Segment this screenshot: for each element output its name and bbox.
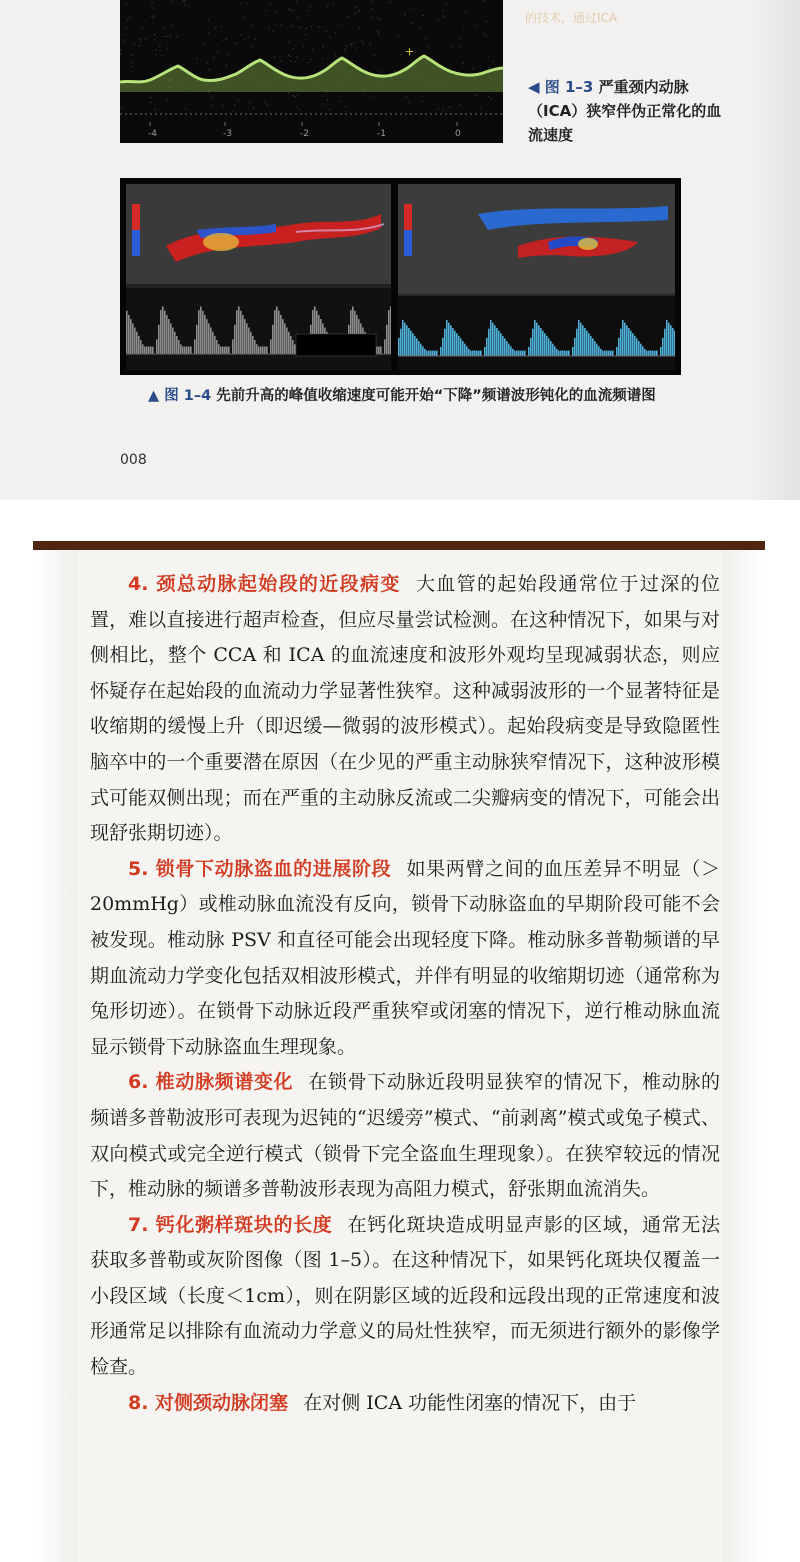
page-number: 008	[120, 452, 147, 468]
svg-text:+: +	[405, 45, 415, 58]
figure-1-4-color-doppler	[120, 178, 681, 375]
section-body: 在钙化斑块造成明显声影的区域，通常无法获取多普勒或灰阶图像（图 1–5）。在这种情况下，如果钙化斑块仅覆盖一小段区域（长度＜1cm），则在阴影区域的近段和远段出现的正常速度和波形通常足以排除有血流动力学意义的局灶性狭窄，而无须进行额外的影像学检查。	[90, 1213, 720, 1379]
figure-1-3-caption	[528, 75, 728, 147]
section-heading: 4. 颈总动脉起始段的近段病变	[128, 573, 401, 595]
section-heading: 7. 钙化粥样斑块的长度	[128, 1213, 333, 1236]
axis-tick: -2	[300, 129, 309, 139]
section-paragraph	[90, 1065, 720, 1207]
caption-text: 先前升高的峰值收缩速度可能开始“下降”频谱波形钝化的血流频谱图	[216, 388, 656, 404]
axis-tick: -1	[377, 129, 386, 139]
caption-label: ▲ 图 1–4	[148, 388, 212, 404]
previous-page	[0, 0, 800, 500]
caption-label: ◀ 图 1–3	[528, 78, 594, 96]
body-text	[90, 567, 720, 1421]
caption-text: 严重颈内动脉（ICA）狭窄伴伪正常化的血流速度	[528, 78, 722, 144]
figure-1-3-spectral-doppler	[120, 0, 503, 143]
section-body: 在对侧 ICA 功能性闭塞的情况下，由于	[303, 1391, 637, 1414]
figure-1-4-caption	[148, 384, 688, 408]
section-paragraph	[90, 1208, 720, 1386]
section-heading: 5. 锁骨下动脉盗血的进展阶段	[128, 857, 392, 880]
page-margin-left	[33, 550, 77, 1562]
axis-tick: -3	[223, 129, 232, 139]
page-margin-right	[723, 550, 764, 1562]
current-page	[77, 550, 723, 1562]
bleed-through-text: 的技术，通过ICA	[525, 11, 618, 25]
section-heading: 6. 椎动脉频谱变化	[128, 1071, 294, 1094]
doppler-waveform	[120, 0, 503, 143]
section-paragraph	[90, 1386, 720, 1422]
section-heading: 8. 对侧颈动脉闭塞	[128, 1391, 289, 1414]
ultrasound-panel-right	[398, 184, 675, 370]
section-paragraph	[90, 852, 720, 1066]
axis-tick: 0	[455, 129, 461, 139]
section-body: 在锁骨下动脉近段明显狭窄的情况下，椎动脉的频谱多普勒波形可表现为迟钝的“迟缓旁”模式、“前剥离”模式或兔子模式、双向模式或完全逆行模式（锁骨下完全盗血生理现象）。在狭窄较远的情况下，椎动脉的频谱多普勒波形表现为高阻力模式，舒张期血流消失。	[90, 1071, 720, 1201]
section-paragraph	[90, 567, 720, 852]
section-body: 大血管的起始段通常位于过深的位置，难以直接进行超声检查，但应尽量尝试检测。在这种情况下，如果与对侧相比，整个 CCA 和 ICA 的血流速度和波形外观均呈现减弱状态，则应怀疑存在起始段的血流动力学显著性狭窄。这种减弱波形的一个显著特征是收缩期的缓慢上升（即迟缓—微弱的波形模式）。起始段病变是导致隐匿性脑卒中的一个重要潜在原因（在少见的严重主动脉狭窄情况下，这种波形模式可能双侧出现；而在严重的主动脉反流或二尖瓣病变的情况下，可能会出现舒张期切迹）。	[90, 573, 720, 845]
axis-tick: -4	[148, 129, 157, 139]
page-shadow	[748, 0, 800, 500]
page-divider	[33, 541, 765, 550]
section-body: 如果两臂之间的血压差异不明显（＞20mmHg）或椎动脉血流没有反向，锁骨下动脉盗血的早期阶段可能不会被发现。椎动脉 PSV 和直径可能会出现轻度下降。椎动脉多普勒频谱的早期血流动力学变化包括双相波形模式，并伴有明显的收缩期切迹（通常称为兔形切迹）。在锁骨下动脉近段严重狭窄或闭塞的情况下，逆行椎动脉血流显示锁骨下动脉盗血生理现象。	[90, 857, 720, 1058]
ultrasound-panel-left	[126, 184, 391, 370]
